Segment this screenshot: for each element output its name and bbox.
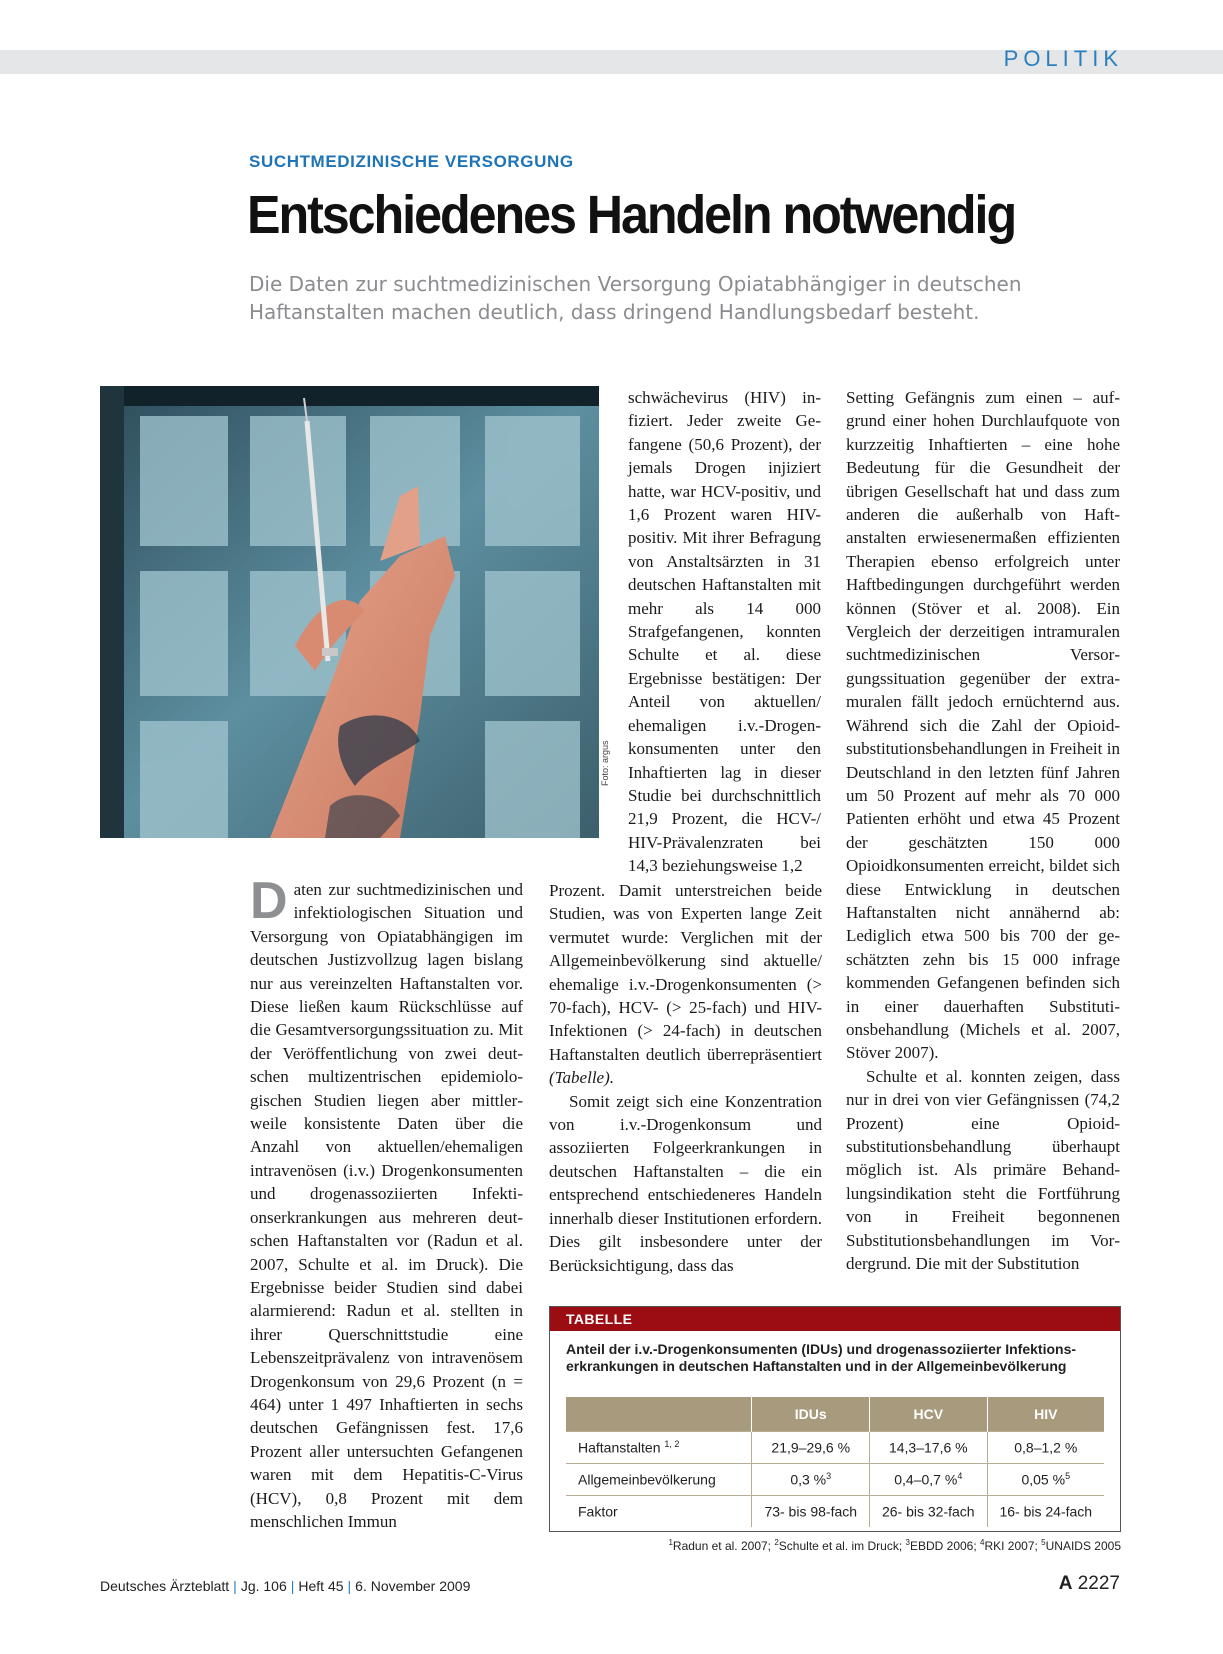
row-label: Faktor (566, 1496, 752, 1528)
table-caption: Anteil der i.v.-Drogenkonsumenten (IDUs) und drogenassoziierter Infektionserkrankungen in deutschen Haftanstalten und in der Allgemeinbevölkerung (566, 1341, 1077, 1374)
body-paragraph: Schulte et al. konnten zeigen, dass nur in drei von vier Gefängnissen (74,2 Prozent) eine Opioidsubstitutionsbehandlung überhaupt möglich ist. Als primäre Behandlungsindikation steht die Fortführung von in Freiheit begonnenen Substitutionsbehandlungen im Vordergrund. Die mit der Substitution (846, 1066, 1120, 1274)
column-1 (250, 872, 523, 1533)
body-paragraph (549, 879, 822, 1090)
column-header: IDUs (752, 1397, 870, 1432)
body-text: aten zur suchtmedizinischen und infektiologischen Situation und Versorgung von Opiatabhängigen im deutschen Justizvollzug lagen bislang nur aus vereinzelten Haftanstalten vor. Diese ließen kaum Rückschlüsse auf die Gesamtversorgungssituation zu. Mit der Veröffentlichung von zwei deutschen multizentrischen epidemiologischen Studien liegen aber mittlerweile konsistente Daten über die Anzahl von aktuellen/ehemaligen intravenösen (i.v.) Drogenkonsumenten und drogenassoziierten Infektionserkrankungen aus mehreren deutschen Haftanstalten vor (Radun et al. 2007, Schulte et al. im Druck). Die Ergebnisse beider Studien sind dabei alarmierend: Radun et al. stellten in ihrer Querschnittstudie eine Lebenszeitprävalenz von intravenösem Drogenkonsum von 29,6 Prozent (n = 464) unter 1 497 Inhaftierten in sechs deutschen Gefängnissen fest. 17,6 Prozent aller untersuchten Gefangenen waren mit dem Hepatitis-C-Virus (HCV), 0,8 Prozent mit dem menschlichen Immun (250, 880, 523, 1531)
table-header-row (566, 1397, 1104, 1432)
table-cell: 16- bis 24-fach (987, 1496, 1104, 1528)
article-kicker: SUCHTMEDIZINISCHE VERSORGUNG (249, 152, 574, 171)
table-cell: 26- bis 32-fach (870, 1496, 988, 1528)
table-cell: 0,05 %$^5$ (987, 1464, 1104, 1496)
data-table-box (549, 1306, 1121, 1532)
journal-name: Deutsches Ärzteblatt (100, 1578, 230, 1594)
column-2-bottom (549, 879, 822, 1277)
article-photo (100, 386, 599, 838)
drop-cap: D (250, 872, 288, 930)
table-cell: 73- bis 98-fach (752, 1496, 870, 1528)
article-headline: Entschiedenes Handeln notwendig (247, 185, 1016, 245)
journal-issue: Heft 45 (298, 1578, 344, 1594)
article-lede: Die Daten zur suchtmedizinischen Versorgung Opiatabhängiger in deutschen Haftanstalten machen deutlich, dass dringend Handlungsbedarf besteht. (249, 272, 1022, 324)
row-label: Allgemeinbevölkerung (566, 1464, 752, 1496)
body-paragraph: Somit zeigt sich eine Konzentration von i.v.-Drogenkonsum und assoziierten Folgeerkrankungen in deutschen Haftanstalten – die ein entsprechend entschiedeneres Handeln innerhalb dieser Institutionen erfordern. Dies gilt insbesondere unter der Berücksichtigung, dass das (549, 1091, 822, 1275)
issue-date: 6. November 2009 (355, 1578, 471, 1594)
body-paragraph: Setting Gefängnis zum einen – aufgrund einer hohen Durchlaufquote von kurzzeitig Inhaftierten – eine hohe Bedeutung für die Gesundheit der übrigen Gesellschaft hat und dass zum anderen die außerhalb von Haftanstalten erwiesenermaßen effizienten Therapien ebenso erfolgreich unter Haftbedingungen durchgeführt werden können (Stöver et al. 2008). Ein Vergleich der derzeitigen intramuralen suchtmedizinischen Versorgungssituation gegenüber der extramuralen fällt jedoch ernüchternd aus. Während sich die Zahl der Opioidsubstitutionsbehandlungen in Freiheit in Deutschland in den letzten fünf Jahren um 50 Prozent auf mehr als 70 000 Patienten erhöht und etwa 45 Prozent der geschätzten 150 000 Opioidkonsumenten erreicht, bildet sich diese Entwicklung in deutschen Haftanstalten nicht annähernd ab: Lediglich etwa 500 bis 700 der geschätzten zehn bis 15 000 infrage kommenden Gefangenen befinden sich in einer dauerhaften Substitutionsbehandlung (Michels et al. 2007, Stöver 2007). (846, 388, 1120, 1063)
column-header (566, 1397, 752, 1432)
column-header: HIV (987, 1397, 1104, 1432)
column-header: HCV (870, 1397, 988, 1432)
table-row (566, 1496, 1104, 1528)
journal-volume: Jg. 106 (240, 1578, 287, 1594)
body-text: Prozent. Damit unterstreichen beide Studien, was von Experten lange Zeit vermutet wurde: Verglichen mit der Allgemeinbevölkerung sind aktuelle/ ehemalige i.v.-Drogenkonsumenten (> 70-fach), HCV- (> 25-fach) und HIV-Infektionen (> 24-fach) in deutschen Haftanstalten deutlich überrepräsentiert (549, 881, 822, 1064)
table-cell: 0,3 %$^3$ (752, 1464, 870, 1496)
table-label: TABELLE (550, 1307, 1120, 1331)
column-2-top (628, 386, 821, 878)
separator: | (290, 1578, 295, 1594)
page-footer (100, 1578, 470, 1594)
photo-credit: Foto: argus (600, 740, 610, 786)
table-reference: (Tabelle). (549, 1068, 615, 1088)
separator: | (347, 1578, 352, 1594)
column-3 (846, 386, 1120, 1275)
table-cell: 0,4–0,7 %$^4$ (870, 1464, 988, 1496)
table-row (566, 1464, 1104, 1496)
row-label: Haftanstalten $^{1, 2}$ (566, 1432, 752, 1464)
table-cell: 0,8–1,2 % (987, 1432, 1104, 1464)
separator: | (233, 1578, 237, 1594)
table-cell: 14,3–17,6 % (870, 1432, 988, 1464)
table-cell: 21,9–29,6 % (752, 1432, 870, 1464)
body-paragraph (250, 872, 523, 1533)
page-number: A 2227 (1058, 1573, 1120, 1594)
data-table (566, 1397, 1104, 1527)
table-row (566, 1432, 1104, 1464)
table-footnotes: $^1$Radun et al. 2007; $^2$Schulte et al. im Druck; $^3$EBDD 2006; $^4$RKI 2007; $^5$UNAIDS 2005 (668, 1538, 1121, 1553)
body-paragraph: schwächevirus (HIV) infiziert. Jeder zweite Gefangene (50,6 Prozent), der jemals Drogen injiziert hatte, war HCV-positiv, und 1,6 Prozent waren HIV-positiv. Mit ihrer Befragung von Anstaltsärzten in 31 deutschen Haftanstalten mit mehr als 14 000 Strafgefangenen, konnten Schulte et al. diese Ergebnisse bestätigen: Der Anteil von aktuellen/ ehemaligen i.v.-Drogenkonsumenten unter den Inhaftierten lag in dieser Studie bei durchschnittlich 21,9 Prozent, die HCV-/ HIV-Prävalenzraten bei 14,3 beziehungsweise 1,2 (628, 388, 821, 876)
section-label: POLITIK (1003, 46, 1123, 71)
